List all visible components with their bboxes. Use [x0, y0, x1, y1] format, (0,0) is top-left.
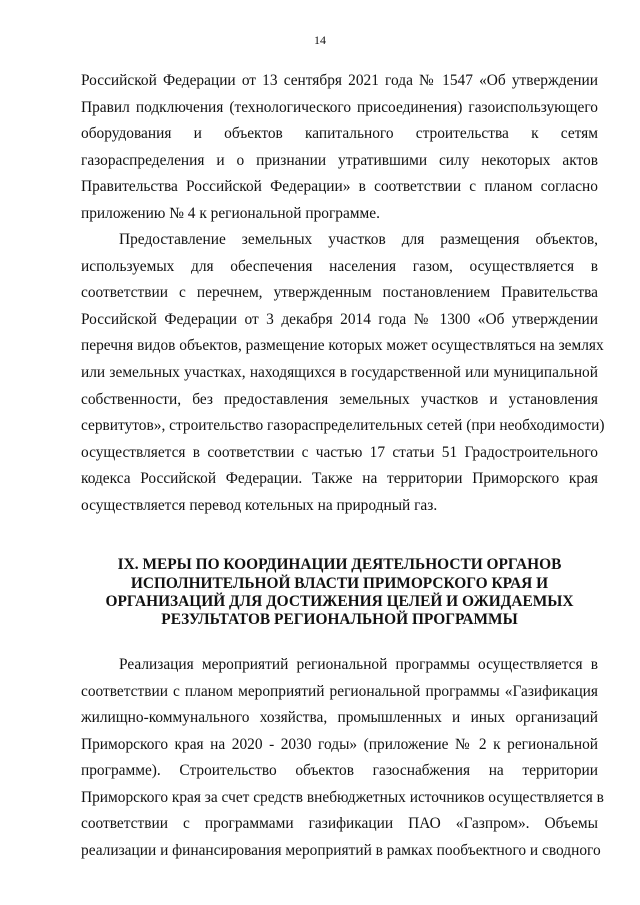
text-line: соответствии с перечнем, утвержденным постановлением Правительства [81, 284, 598, 302]
heading-line: ОРГАНИЗАЦИЙ ДЛЯ ДОСТИЖЕНИЯ ЦЕЛЕЙ И ОЖИДАЕМЫХ [105, 592, 574, 610]
text-line: осуществляется в соответствии с частью 17 статьи 51 Градостроительного [81, 443, 598, 461]
text-line: Приморского края на 2020 - 2030 годы» (приложение № 2 к региональной [81, 735, 598, 753]
text-line: реализации и финансирования мероприятий в рамках пообъектного и сводного [81, 841, 601, 859]
heading-line: РЕЗУЛЬТАТОВ РЕГИОНАЛЬНОЙ ПРОГРАММЫ [161, 610, 518, 628]
text-line: Правил подключения (технологического присоединения) газоиспользующего [81, 98, 598, 116]
text-line: сервитутов», строительство газораспределительных сетей (при необходимости) [81, 417, 605, 435]
text-line: перечня видов объектов, размещение которых может осуществляться на землях [81, 337, 604, 355]
paragraph-program-implementation [81, 652, 604, 864]
text-line: Российской Федерации от 13 сентября 2021 года № 1547 «Об утверждении [81, 72, 598, 89]
text-line: Приморского края за счет средств внебюджетных источников осуществляется в [81, 788, 604, 806]
text-line: оборудования и объектов капитального строительства к сетям [81, 125, 598, 143]
page-number: 14 [314, 33, 326, 47]
text-line: Реализация мероприятий региональной программы осуществляется в [119, 656, 598, 674]
document-body [81, 68, 605, 864]
text-line: приложению № 4 к региональной программе. [81, 204, 380, 222]
text-line: соответствии с программами газификации ПАО «Газпром». Объемы [81, 815, 598, 833]
heading-line: IX. МЕРЫ ПО КООРДИНАЦИИ ДЕЯТЕЛЬНОСТИ ОРГАНОВ [117, 556, 562, 574]
text-line: Российской Федерации от 3 декабря 2014 года № 1300 «Об утверждении [81, 310, 598, 328]
text-line: или земельных участках, находящихся в государственной или муниципальной [81, 364, 598, 382]
text-line: газораспределения и о признании утратившими силу некоторых актов [81, 151, 598, 169]
text-line: осуществляется перевод котельных на природный газ. [81, 496, 438, 514]
text-line: программе). Строительство объектов газоснабжения на территории [81, 762, 598, 780]
text-line: Правительства Российской Федерации» в соответствии с планом согласно [81, 178, 598, 196]
text-line: используемых для обеспечения населения газом, осуществляется в [81, 257, 598, 275]
paragraph-land-plots [81, 227, 605, 519]
text-line: Предоставление земельных участков для размещения объектов, [119, 231, 598, 249]
text-line: жилищно-коммунального хозяйства, промышленных и иных организаций [81, 709, 598, 727]
paragraph-gas-connection-rules [81, 68, 598, 227]
heading-line: ИСПОЛНИТЕЛЬНОЙ ВЛАСТИ ПРИМОРСКОГО КРАЯ И [130, 574, 549, 592]
text-line: соответствии с планом мероприятий региональной программы «Газификация [81, 682, 598, 700]
text-line: кодекса Российской Федерации. Также на территории Приморского края [81, 470, 598, 488]
section-heading [81, 556, 598, 629]
text-line: собственности, без предоставления земельных участков и установления [81, 390, 598, 408]
